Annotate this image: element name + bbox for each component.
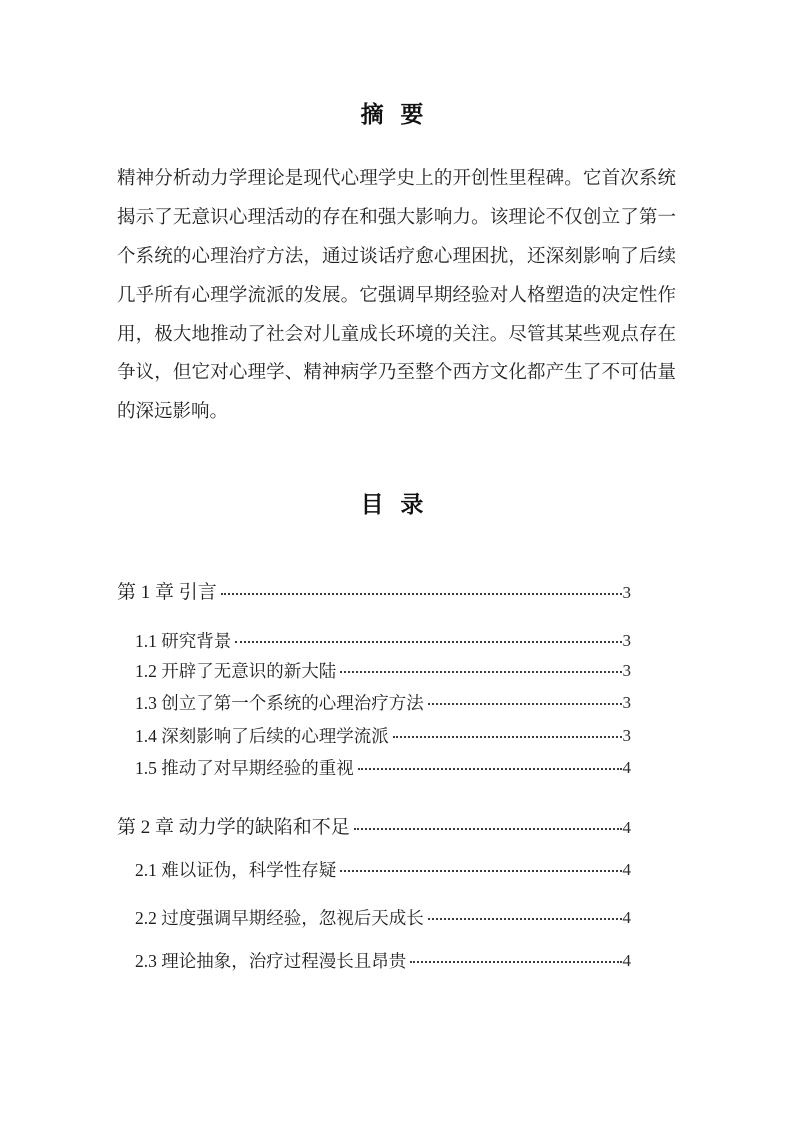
- toc-entry: [117, 628, 631, 654]
- toc-entry-label: 1.5 推动了对早期经验的重视: [135, 758, 354, 778]
- abstract-paragraph-line: 个系统的心理治疗方法，通过谈话疗愈心理困扰，还深刻影响了后续: [117, 246, 676, 267]
- toc-entry-label: 2.2 过度强调早期经验，忽视后天成长: [135, 908, 424, 928]
- toc-page-number: 3: [622, 661, 631, 680]
- toc-entry-label: 1.1 研究背景: [135, 631, 232, 651]
- toc-heading: 目 录: [360, 492, 425, 517]
- toc-page-number: 4: [622, 758, 631, 777]
- toc-entry: [117, 658, 631, 684]
- toc-page-number: 3: [622, 693, 631, 712]
- toc-entry: [117, 755, 631, 781]
- toc-entry-label: 1.2 开辟了无意识的新大陆: [135, 661, 337, 681]
- toc-page-number: 3: [622, 583, 631, 602]
- toc-page-number: 4: [622, 818, 631, 837]
- toc-page-number: 3: [622, 631, 631, 650]
- toc-entry-label: 1.3 创立了第一个系统的心理治疗方法: [135, 693, 424, 713]
- toc-entry: [117, 723, 631, 749]
- toc-page-number: 4: [622, 908, 631, 927]
- toc-entry: [117, 948, 631, 974]
- toc-entry: [117, 857, 631, 883]
- abstract-paragraph-line: 精神分析动力学理论是现代心理学史上的开创性里程碑。它首次系统: [117, 169, 676, 189]
- abstract-paragraph-line: 用，极大地推动了社会对儿童成长环境的关注。尽管其某些观点存在: [117, 324, 676, 345]
- abstract-paragraph: [117, 160, 676, 432]
- abstract-paragraph-line: 几乎所有心理学流派的发展。它强调早期经验对人格塑造的决定性作: [117, 285, 676, 306]
- abstract-paragraph-line: 争议，但它对心理学、精神病学乃至整个西方文化都产生了不可估量: [117, 363, 676, 384]
- toc-page-number: 3: [622, 726, 631, 745]
- abstract-paragraph-line: 的深远影响。: [117, 402, 229, 423]
- toc-page-number: 4: [622, 951, 631, 970]
- abstract-heading: 摘 要: [360, 102, 425, 127]
- toc-entry-label: 2.3 理论抽象，治疗过程漫长且昂贵: [135, 951, 407, 971]
- toc-page-number: 4: [622, 860, 631, 879]
- toc-entry: [117, 815, 631, 841]
- table-of-contents: [117, 580, 631, 974]
- abstract-paragraph-line: 揭示了无意识心理活动的存在和强大影响力。该理论不仅创立了第一: [117, 207, 676, 228]
- toc-entry: [117, 580, 631, 606]
- toc-entry-label: 第 1 章 引言: [117, 582, 217, 603]
- toc-entry-label: 2.1 难以证伪，科学性存疑: [135, 860, 337, 880]
- toc-entry-label: 第 2 章 动力学的缺陷和不足: [117, 817, 350, 838]
- toc-entry-label: 1.4 深刻影响了后续的心理学流派: [135, 726, 389, 746]
- toc-entry: [117, 690, 631, 716]
- toc-entry: [117, 905, 631, 931]
